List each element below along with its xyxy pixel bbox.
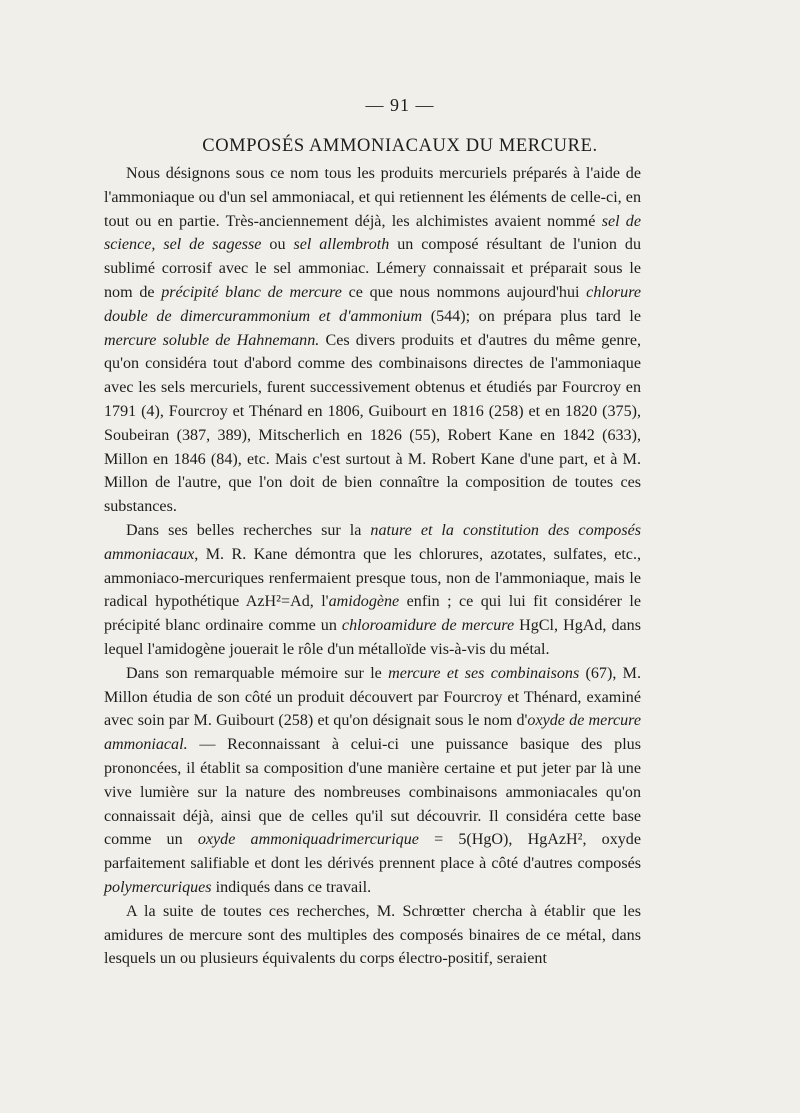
text-run: Ces divers produits et d'autres du même genre, qu'on considéra tout d'abord comme des combinaisons directes de l'ammoniaque avec les sels mercuriels, furent successivement obtenus et étudiés par Fourcroy en 1791 (4), Fourcroy et Thénard en 1806, Guibourt en 1816 (258) et en 1820 (375), Soubeiran (387, 389), Mitscherlich en 1826 (55), Robert Kane en 1842 (633), Millon en 1846 (84), etc. Mais c'est surtout à M. Robert Kane d'une part, et à M. Millon de l'autre, que l'on doit de bien connaître la composition de toutes ces substances. <box>104 331 641 516</box>
text-run: (67), M. Millon étudia de son côté un produit découvert par Fourcroy et Thénard, examiné avec soin par M. Guibourt (258) et qu'on désignait sous le nom d' <box>104 664 641 730</box>
text-run: indiqués dans ce travail. <box>211 878 372 896</box>
italic-text: oxyde de mercure ammoniacal. <box>104 712 641 754</box>
italic-text: nature et la constitution des composés ammoniacaux <box>104 521 641 563</box>
text-run: HgCl, HgAd, dans lequel l'amidogène jouerait le rôle d'un métalloïde vis-à-vis du métal. <box>104 617 641 658</box>
italic-text: sel de science, sel de sagesse <box>104 212 641 254</box>
page-number: — 91 — <box>365 95 435 115</box>
italic-text: oxyde ammoniquadrimercurique <box>197 831 419 849</box>
text-run: Dans ses belles recherches sur la <box>126 521 371 539</box>
italic-text: amidogène <box>328 593 400 611</box>
text-run: = 5(HgO), HgAzH², oxyde parfaitement salifiable et dont les dérivés prennent place à côté d'autres composés <box>104 831 642 873</box>
text-run: , M. R. Kane démontra que les chlorures, azotates, sulfates, etc., ammoniaco-mercuriques renfermaient presque tous, non de l'ammoniaque, mais le radical hypothétique AzH²=Ad, l' <box>104 545 641 611</box>
paragraph <box>104 519 641 662</box>
paragraph <box>104 900 641 971</box>
body-text <box>104 162 641 971</box>
italic-text: sel allembroth <box>293 236 390 254</box>
text-run: ou <box>261 236 294 254</box>
italic-text: chloroamidure de mercure <box>341 617 515 635</box>
italic-text: précipité blanc de mercure <box>161 283 342 301</box>
text-run: Dans son remarquable mémoire sur le <box>126 664 389 682</box>
paragraph <box>104 662 641 900</box>
italic-text: mercure et ses combinaisons <box>388 664 580 682</box>
text-run: enfin ; ce qui lui fit considérer le précipité blanc ordinaire comme un <box>104 593 641 635</box>
section-heading: COMPOSÉS AMMONIACAUX DU MERCURE. <box>202 136 598 156</box>
paragraph <box>104 162 641 519</box>
text-run: ce que nous nommons aujourd'hui <box>341 283 587 301</box>
italic-text: polymercuriques <box>104 878 212 896</box>
text-run: (544); on prépara plus tard le <box>422 307 641 325</box>
text-run: un composé résultant de l'union du sublimé corrosif avec le sel ammoniac. Lémery connaissait et préparait sous le nom de <box>104 236 641 301</box>
text-run: — Reconnaissant à celui-ci une puissance basique des plus prononcées, il établit sa composition d'une manière certaine et put jeter par là une vive lumière sur la nature des nombreuses combinaisons ammoniacales qu'on connaissait déjà, ainsi que de celles qu'il sut découvrir. Il considéra cette base comme un <box>104 736 641 849</box>
italic-text: chlorure double de dimercurammonium et d'ammonium <box>104 283 641 325</box>
text-run: Nous désignons sous ce nom tous les produits mercuriels préparés à l'aide de l'ammoniaque ou d'un sel ammoniacal, et qui retiennent les éléments de celle-ci, en tout ou en partie. Très-anciennement déjà, les alchimistes avaient nommé <box>104 165 641 230</box>
text-run: A la suite de toutes ces recherches, M. Schrœtter chercha à établir que les amidures de mercure sont des multiples des composés binaires de ce métal, dans lesquels un ou plusieurs équivalents du corps électro-positif, seraient <box>104 902 641 968</box>
italic-text: mercure soluble de Hahnemann. <box>104 331 320 349</box>
